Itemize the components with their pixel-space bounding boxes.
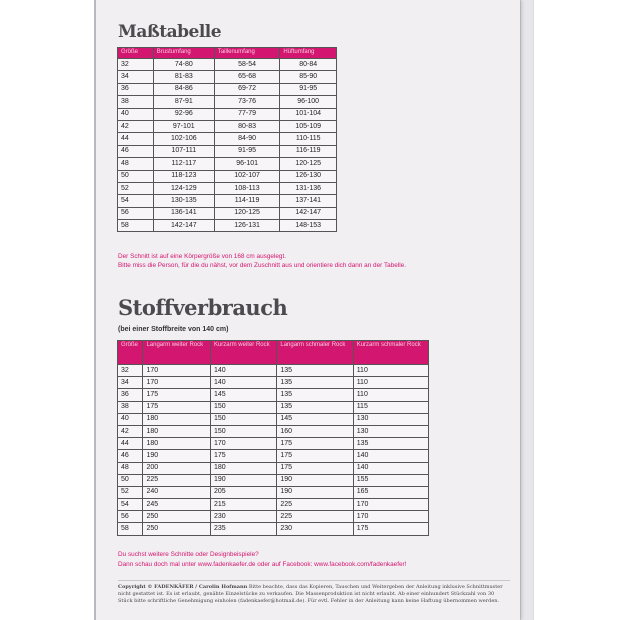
fabric-usage-table [117,340,429,536]
column-header: Langarm weiter Rock [143,341,211,365]
table-cell: 46 [118,450,143,462]
table-cell: 80-84 [280,59,337,71]
table-cell: 120-125 [280,158,337,170]
table-cell: 84-90 [214,133,280,145]
table-cell: 107-111 [153,145,214,157]
table-cell: 155 [353,474,428,486]
table-cell: 56 [118,511,143,523]
table-cell: 180 [143,438,211,450]
table-cell: 110-115 [280,133,337,145]
fabric-usage-row [118,377,429,389]
table-cell: 142-147 [153,220,214,232]
size-chart-row [118,133,337,145]
table-cell: 140 [210,365,276,377]
table-cell: 77-79 [214,108,280,120]
table-cell: 58-54 [214,59,280,71]
table-cell: 225 [277,511,353,523]
size-chart-header-row [118,48,337,59]
table-cell: 40 [118,413,143,425]
fabric-usage-row [118,425,429,437]
table-cell: 135 [353,438,428,450]
table-cell: 250 [143,523,211,535]
table-cell: 131-136 [280,182,337,194]
size-chart-row [118,71,337,83]
size-chart-row [118,145,337,157]
table-cell: 148-153 [280,220,337,232]
table-cell: 54 [118,195,154,207]
copyright-label: Copyright © FADENKÄFER / Carolin Hofmann [118,584,248,590]
table-cell: 225 [277,499,353,511]
fabric-usage-row [118,389,429,401]
table-cell: 124-129 [153,182,214,194]
column-header: Taillenumfang [214,48,280,59]
table-cell: 142-147 [280,207,337,219]
size-chart-row [118,96,337,108]
table-cell: 81-83 [153,71,214,83]
copyright-text: Bitte beachte, dass das Kopieren, Tauschen und Weitergeben der Anleitung inklusive Schnittmuster nicht gestattet ist. Es ist erlaubt, genähte Einzelstücke zu verkaufen. Die Massenproduktion ist nicht erlaubt. Ab einer einhundert Stückzahl von 30 Stück bitte schriftliche Genehmigung einholen (fadenkaefer@hotmail.de). Für evtl. Fehler in der Anleitung kann keine Haftung übernommen werden. [118,584,503,604]
table-cell: 52 [118,486,143,498]
table-cell: 245 [143,499,211,511]
website-note: Dann schau doch mal unter www.fadenkaefer.de oder auf Facebook: www.facebook.com/fadenkaefer! [118,561,407,568]
table-cell: 91-95 [280,83,337,95]
table-cell: 58 [118,220,154,232]
column-header: Größe [118,48,154,59]
table-cell: 38 [118,96,154,108]
fabric-usage-row [118,486,429,498]
table-cell: 34 [118,377,143,389]
size-chart-row [118,59,337,71]
table-cell: 58 [118,523,143,535]
table-cell: 50 [118,170,154,182]
table-cell: 120-125 [214,207,280,219]
table-cell: 180 [210,462,276,474]
table-cell: 97-101 [153,120,214,132]
table-cell: 34 [118,71,154,83]
fabric-usage-title: Stoffverbrauch [118,295,288,320]
table-cell: 130 [353,413,428,425]
table-cell: 170 [143,377,211,389]
fabric-usage-row [118,413,429,425]
table-cell: 190 [143,450,211,462]
table-cell: 87-91 [153,96,214,108]
table-cell: 110 [353,389,428,401]
fabric-usage-row [118,523,429,535]
more-patterns-note: Du suchst weitere Schnitte oder Designbeispiele? [118,551,259,558]
table-cell: 102-106 [153,133,214,145]
fabric-usage-subtitle: (bei einer Stoffbreite von 140 cm) [118,326,229,333]
column-header: Langarm schmaler Rock [277,341,353,365]
table-cell: 145 [210,389,276,401]
table-cell: 126-130 [280,170,337,182]
size-chart-title: Maßtabelle [118,22,222,42]
table-cell: 48 [118,462,143,474]
size-chart-row [118,195,337,207]
table-cell: 135 [277,401,353,413]
table-cell: 110 [353,365,428,377]
table-cell: 50 [118,474,143,486]
column-header: Größe [118,341,143,365]
table-cell: 92-96 [153,108,214,120]
table-cell: 170 [210,438,276,450]
table-cell: 36 [118,83,154,95]
table-cell: 32 [118,365,143,377]
table-cell: 38 [118,401,143,413]
table-cell: 114-119 [214,195,280,207]
copyright-block [118,584,510,605]
table-cell: 140 [210,377,276,389]
size-chart-row [118,83,337,95]
table-cell: 135 [277,389,353,401]
table-cell: 150 [210,413,276,425]
table-cell: 175 [143,389,211,401]
column-header: Brustumfang [153,48,214,59]
table-cell: 200 [143,462,211,474]
table-cell: 150 [210,401,276,413]
table-cell: 140 [353,450,428,462]
table-cell: 175 [277,438,353,450]
table-cell: 108-113 [214,182,280,194]
table-cell: 190 [277,486,353,498]
table-cell: 46 [118,145,154,157]
table-cell: 65-68 [214,71,280,83]
table-cell: 52 [118,182,154,194]
table-cell: 240 [143,486,211,498]
table-cell: 250 [143,511,211,523]
table-cell: 175 [277,450,353,462]
table-cell: 54 [118,499,143,511]
table-cell: 225 [143,474,211,486]
column-header: Hüftumfang [280,48,337,59]
table-cell: 140 [353,462,428,474]
table-cell: 136-141 [153,207,214,219]
table-cell: 118-123 [153,170,214,182]
fabric-usage-row [118,462,429,474]
size-chart-row [118,170,337,182]
table-cell: 74-80 [153,59,214,71]
table-cell: 190 [210,474,276,486]
size-chart-row [118,207,337,219]
table-cell: 215 [210,499,276,511]
table-cell: 40 [118,108,154,120]
table-cell: 230 [277,523,353,535]
table-cell: 165 [353,486,428,498]
footer-divider [118,580,510,581]
size-chart-row [118,108,337,120]
table-cell: 175 [143,401,211,413]
table-cell: 112-117 [153,158,214,170]
size-note-line-2: Bitte miss die Person, für die du nähst, vor dem Zuschnitt aus und orientiere dich dann an der Tabelle. [118,262,406,269]
table-cell: 110 [353,377,428,389]
table-cell: 205 [210,486,276,498]
table-cell: 48 [118,158,154,170]
table-cell: 235 [210,523,276,535]
table-cell: 135 [277,365,353,377]
table-cell: 145 [277,413,353,425]
table-cell: 56 [118,207,154,219]
table-cell: 96-101 [214,158,280,170]
table-cell: 44 [118,438,143,450]
size-chart-row [118,182,337,194]
table-cell: 175 [210,450,276,462]
fabric-usage-row [118,365,429,377]
table-cell: 170 [353,511,428,523]
table-cell: 80-83 [214,120,280,132]
table-cell: 126-131 [214,220,280,232]
table-cell: 230 [210,511,276,523]
column-header: Kurzarm weiter Rock [210,341,276,365]
table-cell: 175 [277,462,353,474]
table-cell: 180 [143,425,211,437]
sheet-edge [520,0,533,620]
fabric-usage-row [118,438,429,450]
fabric-usage-row [118,450,429,462]
size-chart-row [118,158,337,170]
table-cell: 116-119 [280,145,337,157]
fabric-usage-row [118,401,429,413]
table-cell: 180 [143,413,211,425]
table-cell: 102-107 [214,170,280,182]
table-cell: 115 [353,401,428,413]
table-cell: 69-72 [214,83,280,95]
size-chart-table [117,47,337,232]
fabric-usage-header-row [118,341,429,365]
table-cell: 32 [118,59,154,71]
table-cell: 170 [353,499,428,511]
table-cell: 137-141 [280,195,337,207]
table-cell: 130-135 [153,195,214,207]
table-cell: 150 [210,425,276,437]
table-cell: 91-95 [214,145,280,157]
table-cell: 101-104 [280,108,337,120]
table-cell: 73-76 [214,96,280,108]
table-cell: 130 [353,425,428,437]
table-cell: 105-109 [280,120,337,132]
table-cell: 84-86 [153,83,214,95]
table-cell: 160 [277,425,353,437]
size-chart-row [118,120,337,132]
size-note-line-1: Der Schnitt ist auf eine Körpergröße von 168 cm ausgelegt. [118,253,287,260]
fabric-usage-row [118,474,429,486]
table-cell: 190 [277,474,353,486]
size-chart-row [118,220,337,232]
fabric-usage-row [118,499,429,511]
table-cell: 44 [118,133,154,145]
fabric-usage-row [118,511,429,523]
table-cell: 170 [143,365,211,377]
table-cell: 135 [277,377,353,389]
table-cell: 36 [118,389,143,401]
table-cell: 96-100 [280,96,337,108]
column-header: Kurzarm schmaler Rock [353,341,428,365]
table-cell: 175 [353,523,428,535]
table-cell: 42 [118,425,143,437]
table-cell: 85-90 [280,71,337,83]
table-cell: 42 [118,120,154,132]
